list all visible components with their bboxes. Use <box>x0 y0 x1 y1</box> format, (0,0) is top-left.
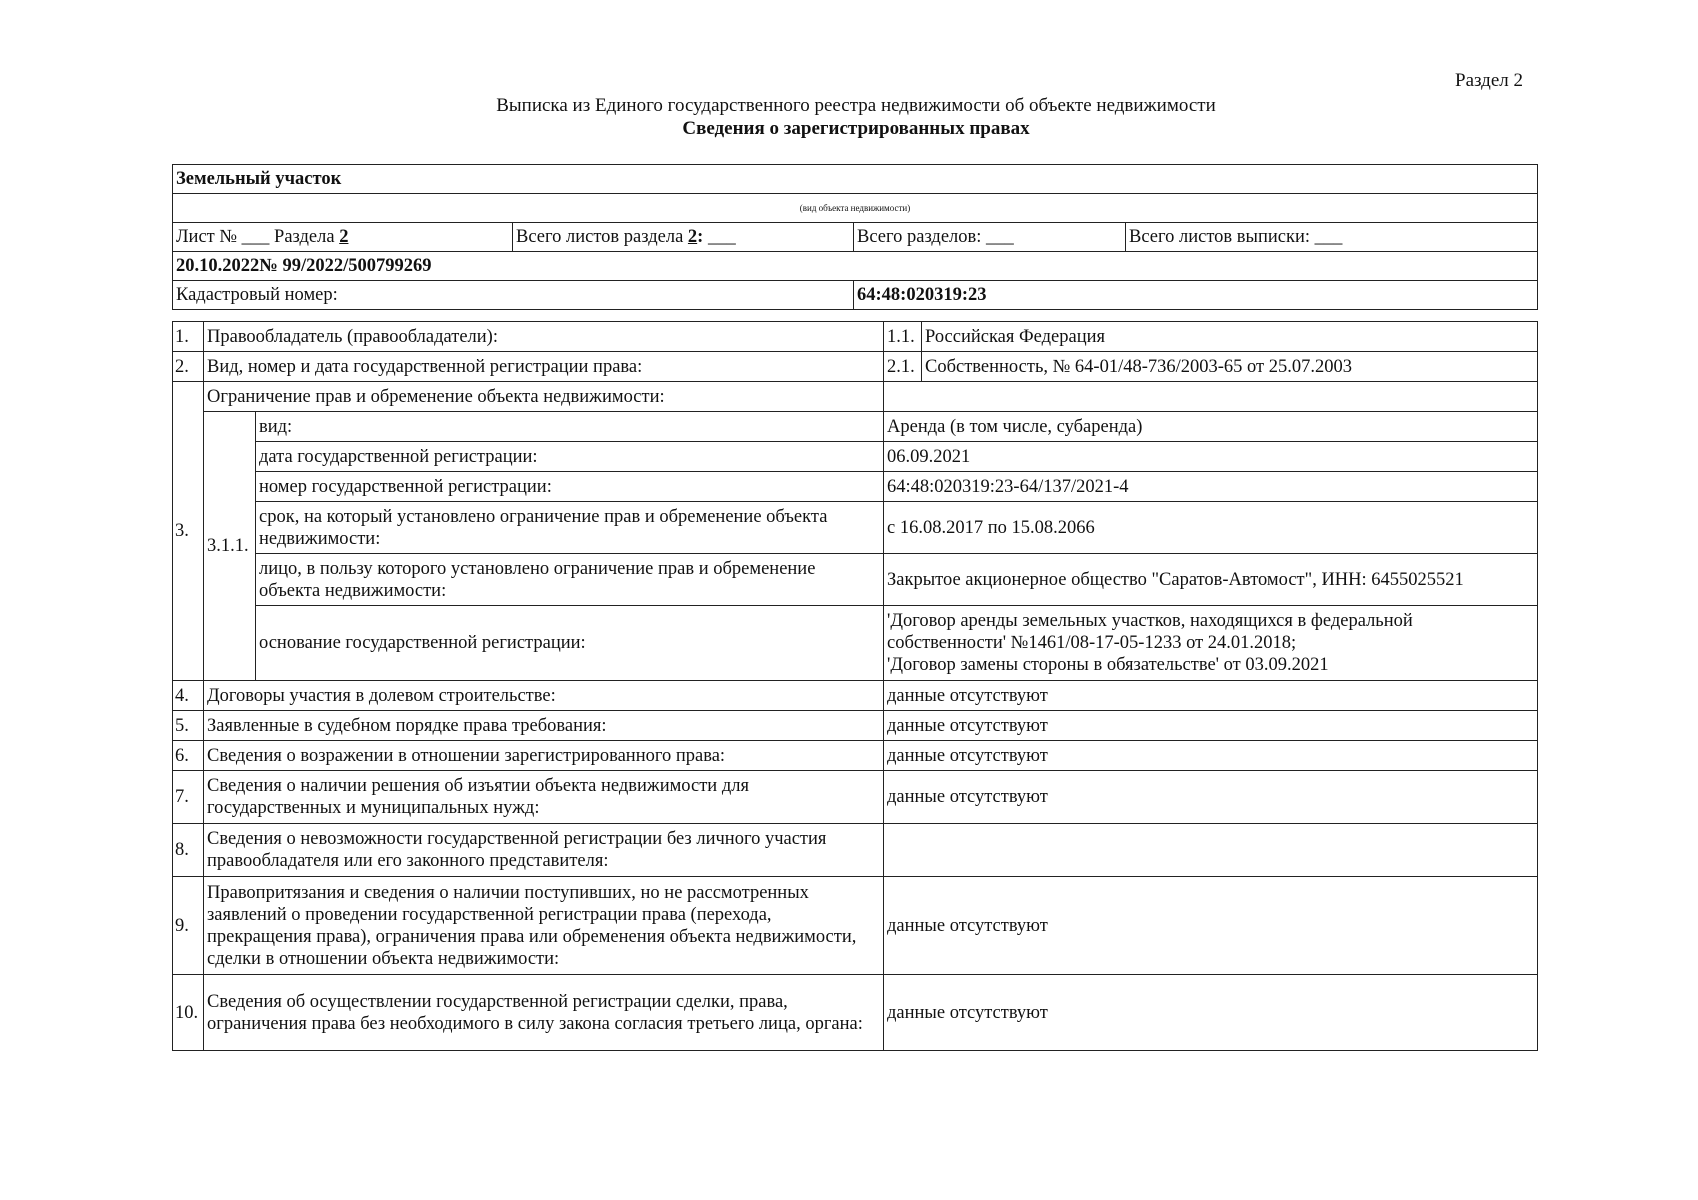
row-number: 2. <box>173 352 204 382</box>
table-row <box>173 502 1538 554</box>
table-row <box>173 412 1538 442</box>
restriction-label: срок, на который установлено ограничение прав и обременение объекта недвижимости: <box>256 502 884 554</box>
total-sheets-section-value: 2 <box>687 227 698 247</box>
total-sheets-section-cell: Всего листов раздела 2: ___ <box>513 223 854 252</box>
row-number: 1. <box>173 322 204 352</box>
total-sections-cell <box>854 223 1126 252</box>
row-value: Российская Федерация <box>922 322 1538 352</box>
row-label: Заявленные в судебном порядке права требования: <box>204 711 884 741</box>
section-word: Раздела <box>274 227 335 247</box>
header-table <box>172 164 1538 310</box>
table-row <box>173 472 1538 502</box>
row-label: Сведения о наличии решения об изъятии объекта недвижимости для государственных и муниципальных нужд: <box>204 771 884 824</box>
table-row <box>173 442 1538 472</box>
total-sheets-blank: ___ <box>1314 227 1343 247</box>
row-label: Ограничение прав и обременение объекта недвижимости: <box>204 382 884 412</box>
row-value-empty <box>884 382 1538 412</box>
basis-line-1: 'Договор аренды земельных участков, находящихся в федеральной собственности' №1461/08-17-05-1233 от 24.01.2018; <box>887 611 1413 653</box>
row-number: 9. <box>173 877 204 975</box>
restriction-value: 06.09.2021 <box>884 442 1538 472</box>
row-sub-number: 1.1. <box>884 322 922 352</box>
table-row <box>173 711 1538 741</box>
section-number: Раздел 2 <box>1455 70 1523 91</box>
table-row <box>173 741 1538 771</box>
sheet-label: Лист № <box>176 227 238 247</box>
table-row <box>173 975 1538 1051</box>
row-value: данные отсутствуют <box>884 741 1538 771</box>
restriction-value: Аренда (в том числе, субаренда) <box>884 412 1538 442</box>
cadastral-label: Кадастровый номер: <box>173 281 854 310</box>
row-label: Сведения об осуществлении государственной регистрации сделки, права, ограничения права без необходимого в силу закона согласия третьего лица, органа: <box>204 975 884 1051</box>
restriction-value: 64:48:020319:23-64/137/2021-4 <box>884 472 1538 502</box>
table-row <box>173 554 1538 606</box>
row-number: 7. <box>173 771 204 824</box>
basis-line-2: 'Договор замены стороны в обязательстве' от 03.09.2021 <box>887 655 1329 675</box>
table-row <box>173 352 1538 382</box>
row-number: 6. <box>173 741 204 771</box>
total-sections-blank: ___ <box>986 227 1014 247</box>
total-sheets-label: Всего листов выписки: <box>1129 227 1310 247</box>
section-value: 2 <box>339 227 349 247</box>
document-subtitle: Сведения о зарегистрированных правах <box>682 118 1030 139</box>
row-value <box>884 824 1538 877</box>
restriction-label: основание государственной регистрации: <box>256 606 884 681</box>
table-row <box>173 322 1538 352</box>
restriction-label: дата государственной регистрации: <box>256 442 884 472</box>
row-value: данные отсутствуют <box>884 975 1538 1051</box>
row-label: Правообладатель (правообладатели): <box>204 322 884 352</box>
table-row <box>173 824 1538 877</box>
row-value: данные отсутствуют <box>884 681 1538 711</box>
row-number: 10. <box>173 975 204 1051</box>
restriction-label: вид: <box>256 412 884 442</box>
row-value: данные отсутствуют <box>884 711 1538 741</box>
row-label: Сведения о возражении в отношении зарегистрированного права: <box>204 741 884 771</box>
rights-table <box>172 321 1538 1051</box>
row-sub-number: 3.1.1. <box>204 412 256 681</box>
row-value: данные отсутствуют <box>884 877 1538 975</box>
row-label: Вид, номер и дата государственной регистрации права: <box>204 352 884 382</box>
row-number: 5. <box>173 711 204 741</box>
document-title-block <box>172 94 1540 140</box>
restriction-label: номер государственной регистрации: <box>256 472 884 502</box>
row-sub-number: 2.1. <box>884 352 922 382</box>
restriction-value: Закрытое акционерное общество "Саратов-Автомост", ИНН: 6455025521 <box>884 554 1538 606</box>
total-sheets-cell <box>1126 223 1538 252</box>
table-row <box>173 382 1538 412</box>
row-label: Правопритязания и сведения о наличии поступивших, но не рассмотренных заявлений о проведении государственной регистрации права (перехода, прекращения права), ограничения права или обременения объекта недвижимости, сделки в отношении объекта недвижимости: <box>204 877 884 975</box>
restriction-value <box>884 606 1538 681</box>
object-type: Земельный участок <box>173 165 1538 194</box>
total-sections-label: Всего разделов: <box>857 227 982 247</box>
table-row <box>173 877 1538 975</box>
table-row <box>173 771 1538 824</box>
row-value: данные отсутствуют <box>884 771 1538 824</box>
total-sheets-section-label: Всего листов раздела <box>516 227 684 247</box>
table-row <box>173 606 1538 681</box>
row-number: 8. <box>173 824 204 877</box>
sheet-number-cell <box>173 223 513 252</box>
cadastral-value: 64:48:020319:23 <box>854 281 1538 310</box>
document-title: Выписка из Единого государственного реестра недвижимости об объекте недвижимости <box>496 95 1216 116</box>
table-row <box>173 681 1538 711</box>
row-number: 4. <box>173 681 204 711</box>
restriction-label: лицо, в пользу которого установлено ограничение прав и обременение объекта недвижимости: <box>256 554 884 606</box>
date-number: 20.10.2022№ 99/2022/500799269 <box>173 252 1538 281</box>
object-type-note: (вид объекта недвижимости) <box>173 194 1538 223</box>
restriction-value: с 16.08.2017 по 15.08.2066 <box>884 502 1538 554</box>
sheet-blank: ___ <box>241 227 270 247</box>
row-label: Договоры участия в долевом строительстве: <box>204 681 884 711</box>
row-number: 3. <box>173 382 204 681</box>
row-label: Сведения о невозможности государственной регистрации без личного участия правообладателя или его законного представителя: <box>204 824 884 877</box>
row-value: Собственность, № 64-01/48-736/2003-65 от 25.07.2003 <box>922 352 1538 382</box>
